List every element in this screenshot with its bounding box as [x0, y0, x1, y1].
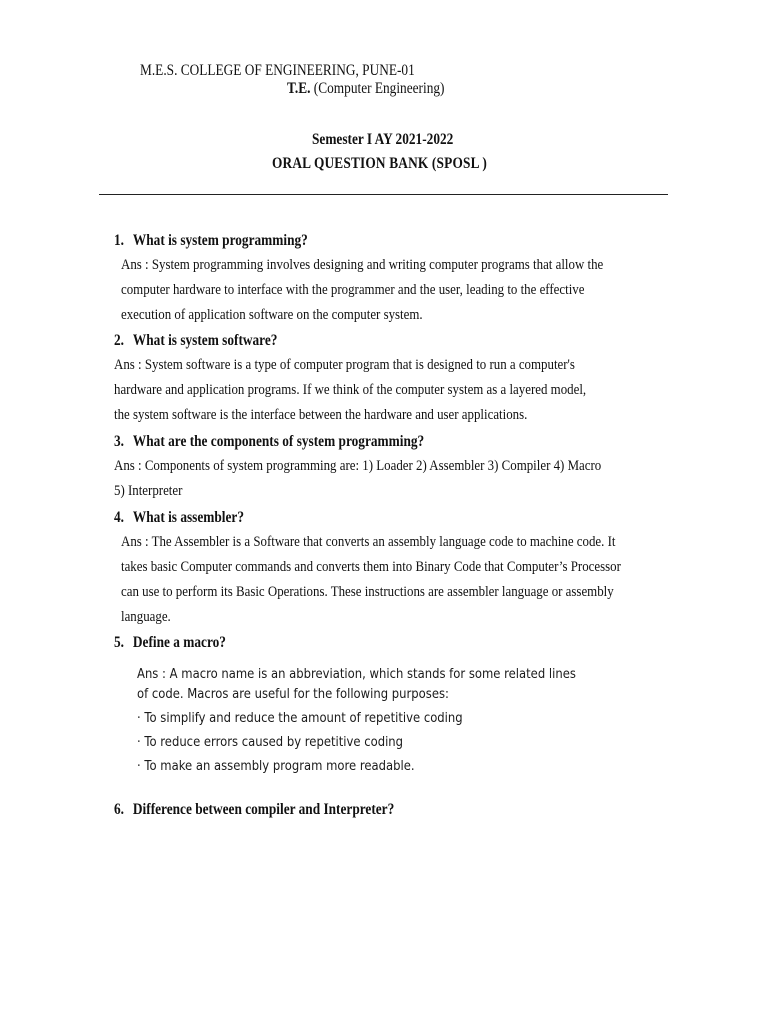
answer-2-line-2 — [114, 382, 663, 399]
answer-text: 5) Interpreter — [114, 483, 183, 499]
question-number: 3. — [114, 433, 124, 450]
answer-3-line-1 — [114, 458, 681, 475]
question-6-line — [114, 801, 394, 819]
answer-1-line-2 — [121, 282, 660, 299]
question-number: 2. — [114, 332, 124, 349]
answer-text: Ans : System software is a type of computer program that is designed to run a computer's — [114, 357, 575, 373]
question-2-line — [114, 332, 277, 350]
answer-4-line-3 — [121, 584, 694, 601]
course-name: (Computer Engineering) — [310, 80, 445, 97]
answer-text: hardware and application programs. If we think of the computer system as a layered model, — [114, 382, 587, 398]
answer-text: takes basic Computer commands and converts them into Binary Code that Computer’s Processor — [121, 559, 621, 575]
question-text: Difference between compiler and Interpreter? — [132, 801, 395, 818]
question-5-line — [114, 634, 226, 652]
course-abbrev: T.E. — [287, 80, 311, 97]
question-3 — [114, 433, 475, 451]
question-1 — [114, 232, 339, 250]
header-divider — [99, 194, 668, 195]
answer-1-line-1 — [121, 257, 682, 274]
answer-5-bullet-2 — [137, 734, 446, 750]
question-number: 5. — [114, 634, 124, 651]
question-bank-title-text: ORAL QUESTION BANK (SPOSL ) — [272, 155, 488, 172]
question-4 — [114, 509, 265, 527]
bullet-text: · To make an assembly program more readable. — [137, 758, 415, 774]
question-number: 1. — [114, 232, 124, 249]
question-text: What is system programming? — [132, 232, 308, 249]
question-3-line — [114, 433, 424, 451]
answer-text: Ans : The Assembler is a Software that converts an assembly language code to machine code. It — [121, 534, 616, 550]
answer-5-bullet-1 — [137, 710, 516, 726]
answer-1-line-3 — [121, 307, 472, 324]
answer-text: Ans : System programming involves designing and writing computer programs that allow the — [121, 257, 604, 273]
question-6 — [114, 801, 440, 819]
answer-text: Ans : A macro name is an abbreviation, which stands for some related lines — [137, 666, 576, 682]
question-number: 4. — [114, 509, 124, 526]
question-2 — [114, 332, 304, 350]
answer-text: language. — [121, 609, 171, 625]
answer-2-line-1 — [114, 357, 650, 374]
answer-text: of code. Macros are useful for the following purposes: — [137, 686, 449, 702]
question-4-line — [114, 509, 244, 527]
college-name — [140, 62, 459, 80]
answer-5-bullet-3 — [137, 758, 460, 774]
course-line-inner — [287, 80, 444, 98]
answer-4-line-2 — [121, 559, 702, 576]
answer-text: the system software is the interface between the hardware and user applications. — [114, 407, 528, 423]
answer-text: can use to perform its Basic Operations. These instructions are assembler language or assembly — [121, 584, 614, 600]
answer-4-line-4 — [121, 609, 179, 626]
question-text: What is system software? — [132, 332, 278, 349]
course-line — [287, 80, 470, 98]
question-text: Define a macro? — [132, 634, 226, 651]
answer-text: computer hardware to interface with the programmer and the user, leading to the effective — [121, 282, 585, 298]
semester-line — [312, 131, 476, 149]
college-name-text: M.E.S. COLLEGE OF ENGINEERING, PUNE-01 — [140, 62, 415, 79]
question-text: What is assembler? — [132, 509, 245, 526]
answer-5-line-1 — [137, 666, 647, 682]
question-number: 6. — [114, 801, 124, 818]
question-text: What are the components of system programming? — [132, 433, 425, 450]
bullet-text: · To reduce errors caused by repetitive coding — [137, 734, 404, 750]
bullet-text: · To simplify and reduce the amount of repetitive coding — [137, 710, 463, 726]
answer-text: Ans : Components of system programming are: 1) Loader 2) Assembler 3) Compiler 4) Macro — [114, 458, 602, 474]
answer-3-line-2 — [114, 483, 194, 500]
answer-2-line-3 — [114, 407, 595, 424]
semester-text: Semester I AY 2021-2022 — [312, 131, 454, 148]
answer-4-line-1 — [121, 534, 696, 551]
question-5 — [114, 634, 244, 652]
question-1-line — [114, 232, 308, 250]
answer-5-line-2 — [137, 686, 500, 702]
answer-text: execution of application software on the computer system. — [121, 307, 423, 323]
question-bank-title — [272, 155, 522, 173]
